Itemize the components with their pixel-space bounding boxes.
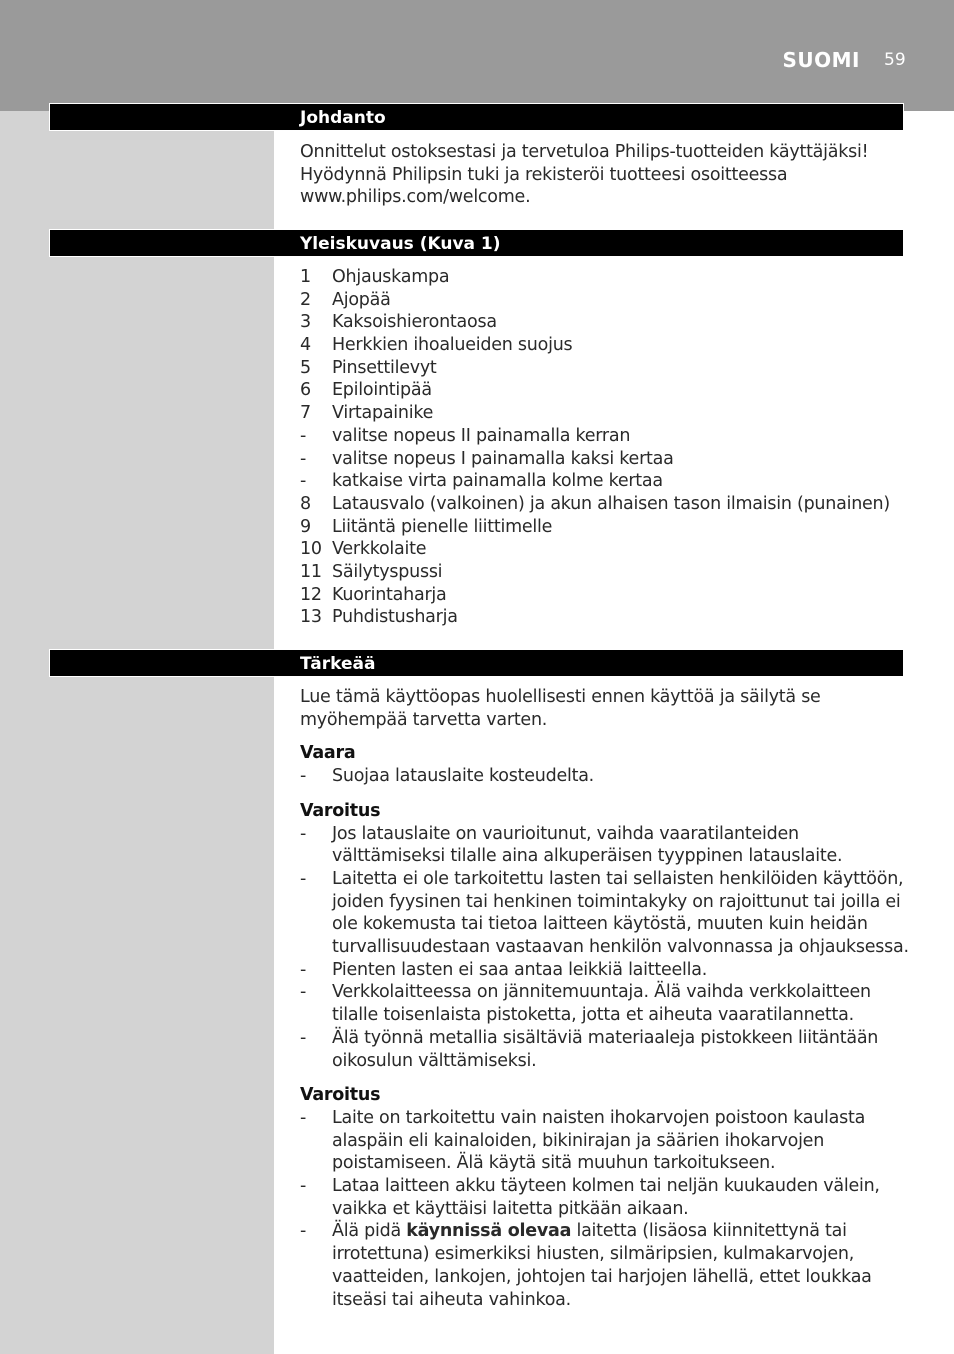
list-item — [300, 289, 912, 312]
item-number: 12 — [300, 584, 322, 605]
list-item — [300, 311, 912, 334]
list-item — [300, 448, 912, 471]
list-item — [300, 561, 912, 584]
item-number: 10 — [300, 539, 322, 560]
list-item — [300, 402, 912, 425]
item-label: Latausvalo (valkoinen) ja akun alhaisen tason ilmaisin (punainen) — [332, 493, 890, 514]
item-number: 5 — [300, 357, 311, 378]
item-label: valitse nopeus I painamalla kaksi kertaa — [332, 448, 674, 469]
section-title: Yleiskuvaus (Kuva 1) — [300, 234, 501, 254]
overview-list — [300, 266, 912, 629]
section-title: Tärkeää — [300, 654, 376, 674]
warning-heading: Varoitus — [300, 800, 381, 821]
important-text — [300, 686, 912, 1311]
item-label: Epilointipää — [332, 380, 432, 401]
item-label: valitse nopeus II painamalla kerran — [332, 425, 631, 446]
item-number: 8 — [300, 493, 311, 514]
list-item — [300, 357, 912, 380]
item-number: - — [300, 448, 307, 469]
bullet-item: - Älä pidä käynnissä olevaa laitetta (lisäosa kiinnitettynä tai irrotettuna) esimerkiksi hiusten, silmäripsien, kulmakarvojen, vaatteiden, lankojen, johtojen tai harjojen lähellä, ettet loukkaa itseäsi tai aiheuta vahinkoa. — [300, 1221, 872, 1310]
item-number: 1 — [300, 267, 311, 287]
bullet-item: - Suojaa latauslaite kosteudelta. — [300, 766, 594, 787]
item-number: - — [300, 425, 307, 446]
item-number: 3 — [300, 312, 311, 333]
intro-line: www.philips.com/welcome. — [300, 187, 531, 208]
item-label: Ohjauskampa — [332, 267, 450, 287]
page-header-band — [0, 0, 954, 111]
item-number: 4 — [300, 335, 311, 356]
section-title: Johdanto — [300, 108, 386, 128]
section-header-tarkeaa — [49, 649, 904, 677]
language-title: SUOMI — [782, 48, 860, 72]
item-number: 9 — [300, 516, 311, 537]
list-item — [300, 379, 912, 402]
item-label: Ajopää — [332, 289, 391, 310]
bullet-text: Verkkolaitteessa on jännitemuuntaja. Älä vaihda verkkolaitteen tilalle toisenlaista pistoketta, jotta et aiheuta vaaratilannetta. — [332, 982, 871, 1026]
item-label: Säilytyspussi — [332, 561, 443, 582]
list-item — [300, 584, 912, 607]
item-label: Pinsettilevyt — [332, 357, 437, 378]
bullet-item: - Pienten lasten ei saa antaa leikkiä laitteella. — [300, 959, 708, 980]
list-item — [300, 425, 912, 448]
list-item — [300, 266, 912, 289]
list-item — [300, 334, 912, 357]
bullet-text: Pienten lasten ei saa antaa leikkiä laitteella. — [332, 959, 708, 980]
item-number: 2 — [300, 289, 311, 310]
bullet-text: Laitetta ei ole tarkoitettu lasten tai sellaisten henkilöiden käyttöön, joiden fyysinen tai henkinen toimintakyky on rajoittunut tai joilla ei ole kokemusta tai tietoa laitteen käytöstä, muuten kuin heidän turvallisuudestaan vastaavan henkilön valvonnassa ja ohjauksessa. — [332, 868, 909, 958]
bullet-text: Suojaa latauslaite kosteudelta. — [332, 766, 594, 787]
section-header-johdanto — [49, 103, 904, 131]
important-intro: Lue tämä käyttöopas huolellisesti ennen käyttöä ja säilytä se myöhempää tarvetta varten. — [300, 687, 821, 730]
item-label: Puhdistusharja — [332, 607, 458, 628]
item-label: katkaise virta painamalla kolme kertaa — [332, 471, 663, 492]
list-item — [300, 606, 912, 629]
bullet-item: - Verkkolaitteessa on jännitemuuntaja. Älä vaihda verkkolaitteen tilalle toisenlaista pistoketta, jotta et aiheuta vaaratilannetta. — [300, 982, 871, 1026]
item-number: 7 — [300, 403, 311, 424]
item-label: Virtapainike — [332, 403, 434, 424]
bullet-item: - Älä työnnä metallia sisältäviä materiaaleja pistokkeen liitäntään oikosulun välttämiseksi. — [300, 1027, 879, 1071]
list-item — [300, 493, 912, 516]
item-number: 13 — [300, 607, 322, 628]
list-item — [300, 516, 912, 539]
bullet-text-emphasis: käynnissä olevaa — [406, 1221, 572, 1242]
danger-heading: Vaara — [300, 743, 356, 764]
item-label: Kaksoishierontaosa — [332, 312, 497, 333]
bullet-item: - Jos latauslaite on vaurioitunut, vaihda vaaratilanteiden välttämiseksi tilalle aina alkuperäisen tyyppinen latauslaite. — [300, 823, 843, 867]
bullet-item: - Laitetta ei ole tarkoitettu lasten tai sellaisten henkilöiden käyttöön, joiden fyysinen tai henkinen toimintakyky on rajoittunut tai joilla ei ole kokemusta tai tietoa laitteen käytöstä, muuten kuin heidän turvallisuudestaan vastaavan henkilön valvonnassa ja ohjauksessa. — [300, 868, 909, 958]
left-margin-column — [0, 111, 274, 1354]
intro-line: Onnittelut ostoksestasi ja tervetuloa Philips-tuotteiden käyttäjäksi! — [300, 142, 869, 162]
caution-heading: Varoitus — [300, 1085, 381, 1106]
item-number: - — [300, 471, 307, 492]
item-label: Verkkolaite — [332, 539, 427, 560]
item-number: 6 — [300, 380, 311, 401]
item-number: 11 — [300, 561, 322, 582]
page-number: 59 — [884, 50, 906, 70]
bullet-text: Jos latauslaite on vaurioitunut, vaihda vaaratilanteiden välttämiseksi tilalle aina alkuperäisen tyyppinen latauslaite. — [332, 823, 843, 867]
list-item — [300, 538, 912, 561]
item-label: Liitäntä pienelle liittimelle — [332, 516, 553, 537]
list-item — [300, 470, 912, 493]
bullet-text: Laite on tarkoitettu vain naisten ihokarvojen poistoon kaulasta alaspäin eli kainaloiden, bikinirajan ja säärien ihokarvojen poistamiseen. Älä käytä sitä muuhun tarkoitukseen. — [332, 1107, 866, 1174]
item-label: Kuorintaharja — [332, 584, 447, 605]
bullet-text: Lataa laitteen akku täyteen kolmen tai neljän kuukauden välein, vaikka et käyttäisi laitetta pitkään aikaan. — [332, 1176, 880, 1219]
item-label: Herkkien ihoalueiden suojus — [332, 335, 573, 356]
bullet-item: - Lataa laitteen akku täyteen kolmen tai neljän kuukauden välein, vaikka et käyttäisi laitetta pitkään aikaan. — [300, 1176, 880, 1219]
bullet-text: Älä työnnä metallia sisältäviä materiaaleja pistokkeen liitäntään oikosulun välttämiseksi. — [332, 1027, 879, 1071]
bullet-item: - Laite on tarkoitettu vain naisten ihokarvojen poistoon kaulasta alaspäin eli kainaloiden, bikinirajan ja säärien ihokarvojen poistamiseen. Älä käytä sitä muuhun tarkoitukseen. — [300, 1107, 866, 1174]
bullet-text-suffix: laitetta (lisäosa kiinnitettynä tai irrotettuna) esimerkiksi hiusten, silmäripsien, kulmakarvojen, vaatteiden, lankojen, johtojen tai harjojen lähellä, ettet loukkaa itseäsi tai aiheuta vahinkoa. — [332, 1221, 872, 1310]
section-header-yleiskuvaus — [49, 229, 904, 257]
bullet-text-prefix: Älä pidä — [332, 1221, 407, 1242]
intro-line: Hyödynnä Philipsin tuki ja rekisteröi tuotteesi osoitteessa — [300, 164, 788, 185]
intro-text — [300, 141, 912, 209]
